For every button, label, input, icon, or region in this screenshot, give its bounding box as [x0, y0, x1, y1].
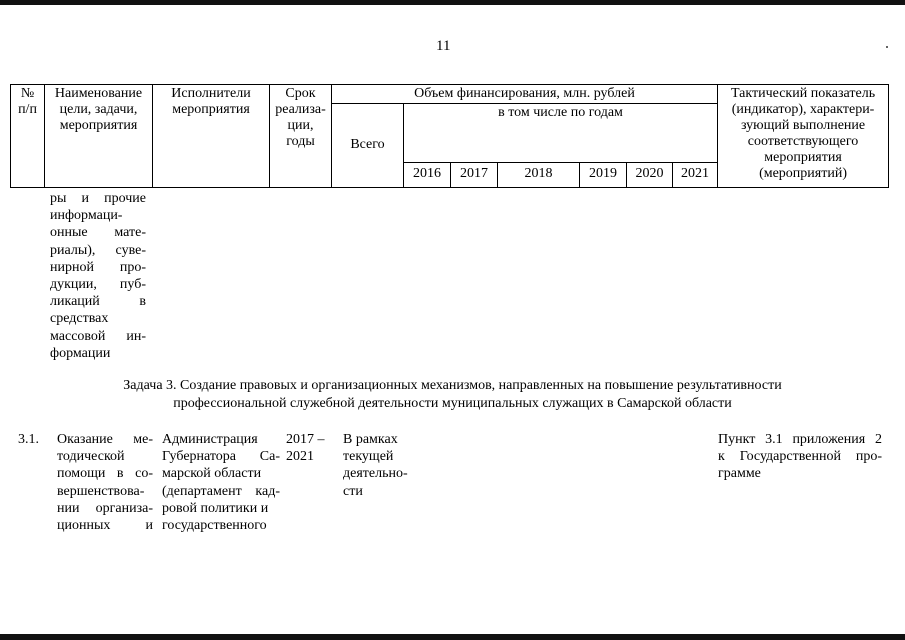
header-year-2018: 2018 [498, 163, 580, 188]
header-executors: Исполнители мероприятия [153, 85, 270, 188]
header-indicator: Тактический показатель (индикатор), характери- зующий выполнение соответствующего мероприятия (мероприятий) [718, 85, 889, 188]
bottom-border [0, 634, 905, 640]
header-year-2016: 2016 [404, 163, 451, 188]
header-term: Срок реализа- ции, годы [270, 85, 332, 188]
header-no: № п/п [11, 85, 45, 188]
top-border [0, 0, 905, 5]
table-header [10, 84, 889, 188]
header-name: Наименование цели, задачи, мероприятия [45, 85, 153, 188]
header-financing: Объем финансирования, млн. рублей [332, 85, 718, 104]
header-year-2021: 2021 [673, 163, 718, 188]
continued-measure-name: ры и прочие информаци- онные мате- риалы), суве- нирной про- дукции, пуб- ликаций в средствах массовой ин- формации [50, 191, 146, 361]
row-3-1-executor: Администрация Губернатора Са- марской области (департамент кад- ровой политики и государственного [162, 432, 280, 534]
row-3-1-number: 3.1. [18, 432, 39, 447]
header-year-2017: 2017 [451, 163, 498, 188]
task-3-heading: Задача 3. Создание правовых и организационных механизмов, направленных на повышение результативности профессиональной служебной деятельности муниципальных служащих в Самарской области [123, 378, 782, 411]
header-by-years: в том числе по годам [404, 104, 718, 163]
page-number: 11 [436, 38, 451, 54]
row-3-1-name: Оказание ме- тодической помощи в со- вершенствова- нии организа- ционных и [57, 432, 153, 534]
header-year-2020: 2020 [627, 163, 673, 188]
header-total: Всего [332, 104, 404, 188]
row-3-1-indicator: Пункт 3.1 приложения 2 к Государственной про- грамме [718, 432, 882, 482]
row-3-1-total: В рамках текущей деятельно- сти [343, 432, 408, 499]
row-3-1-term: 2017 – 2021 [286, 432, 325, 465]
scan-speck [886, 46, 888, 48]
header-year-2019: 2019 [580, 163, 627, 188]
